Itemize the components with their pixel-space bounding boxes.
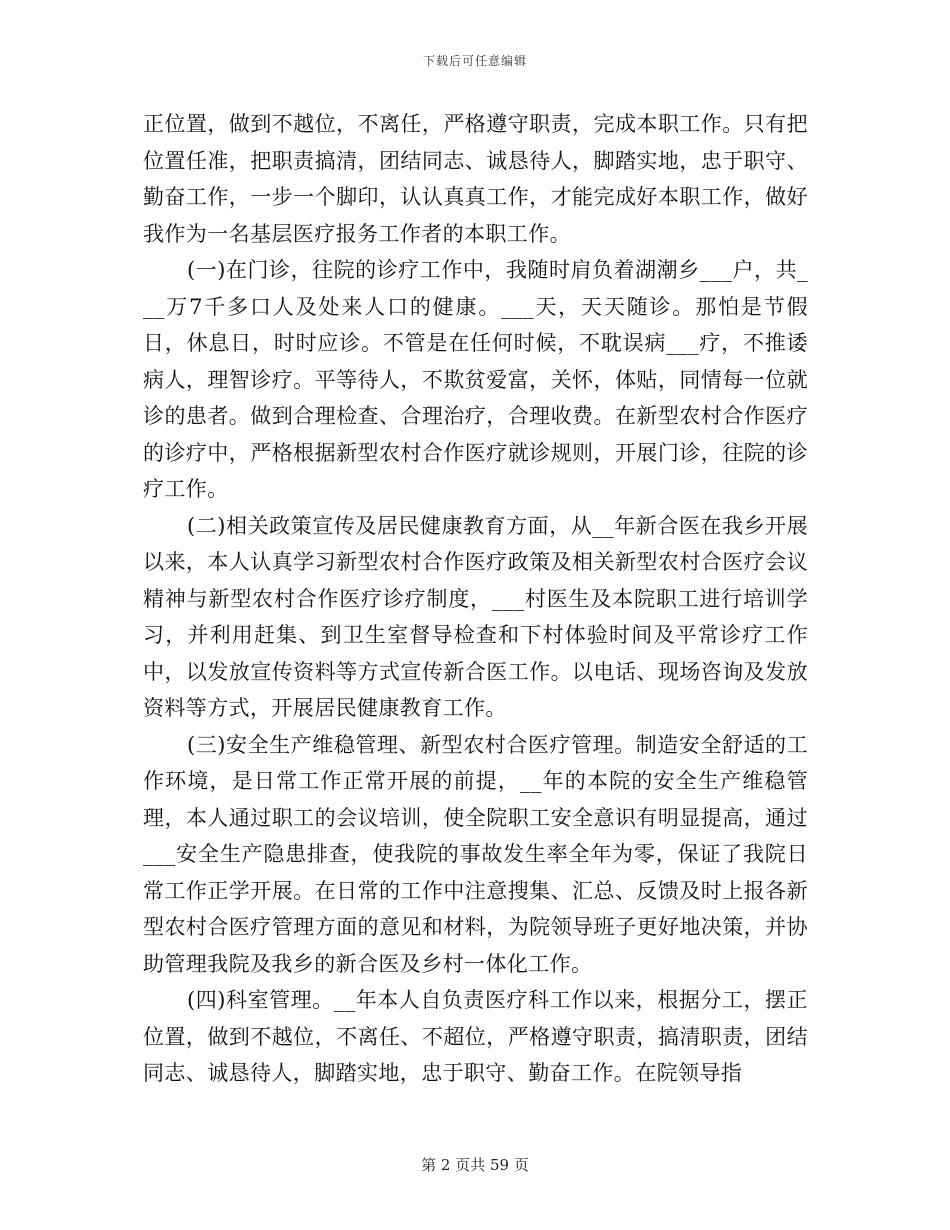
paragraph-safety-management: (三)安全生产维稳管理、新型农村合医疗管理。制造安全舒适的工作环境，是日常工作正常开展的前提，__年的本院的安全生产维稳管理，本人通过职工的会议培训，使全院职工安全意识有明显提高，通过___安全生产隐患排查，使我院的事故发生率全年为零，保证了我院日常工作正学开展。在日常的工作中注意搜集、汇总、反馈及时上报各新型农村合医疗管理方面的意见和材料，为院领导班子更好地决策，并协助管理我院及我乡的新合医及乡村一体化工作。 [143, 732, 808, 976]
paragraph-department-management: (四)科室管理。__年本人自负责医疗科工作以来，根据分工，摆正位置，做到不越位，不离任、不超位，严格遵守职责，搞清职责，团结同志、诚恳待人，脚踏实地，忠于职守、勤奋工作。在院领导指 [143, 988, 808, 1085]
page-number: 第 2 页共 59 页 [421, 1156, 529, 1174]
paragraph-policy-education: (二)相关政策宣传及居民健康教育方面，从__年新合医在我乡开展以来，本人认真学习新型农村合作医疗政策及相关新型农村合医疗会议精神与新型农村合作医疗诊疗制度，___村医生及本院职工进行培训学习，并利用赶集、到卫生室督导检查和下村体验时间及平常诊疗工作中，以发放宣传资料等方式宣传新合医工作。以电话、现场咨询及发放资料等方式，开展居民健康教育工作。 [143, 513, 808, 720]
document-body [143, 106, 808, 1092]
page-header: 下载后可任意编辑 [422, 54, 527, 68]
paragraph-continuation: 正位置，做到不越位，不离任，严格遵守职责，完成本职工作。只有把位置任准，把职责搞清，团结同志、诚恳待人，脚踏实地，忠于职守、勤奋工作，一步一个脚印，认认真真工作，才能完成好本职工作，做好我作为一名基层医疗报务工作者的本职工作。 [143, 112, 808, 246]
paragraph-outpatient: (一)在门诊，往院的诊疗工作中，我随时肩负着湖潮乡___户，共___万7千多口人及处来人口的健康。___天，天天随诊。那怕是节假日，休息日，时时应诊。不管是在任何时候，不耽误病___疗，不推诿病人，理智诊疗。平等待人，不欺贫爱富，关怀，体贴，同情每一位就诊的患者。做到合理检查、合理治疗，合理收费。在新型农村合作医疗的诊疗中，严格根据新型农村合作医疗就诊规则，开展门诊，往院的诊疗工作。 [143, 258, 808, 501]
